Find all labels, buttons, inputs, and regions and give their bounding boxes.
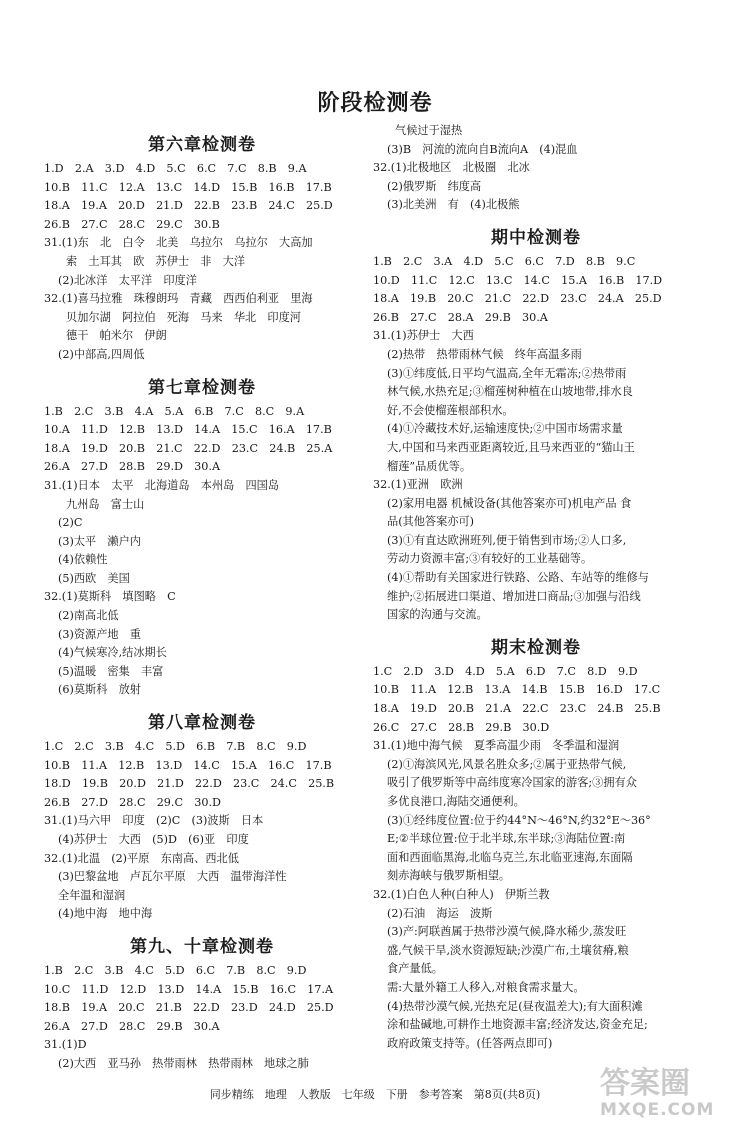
answer-line: 全年温和湿润 (58, 888, 126, 902)
answer-line: (5)西欧 美国 (58, 571, 130, 585)
page-footer: 同步精练 地理 人教版 七年级 下册 参考答案 第8页(共8页) (209, 1088, 541, 1101)
answer-line: 26.A 27.D 28.C 29.B 30.A (44, 1019, 220, 1033)
answer-line: 涂和盐碱地,可耕作土地资源丰富;经济发达,资金充足; (387, 1018, 648, 1032)
section-title: 第八章检测卷 (148, 713, 256, 734)
answer-line: 26.B 27.C 28.C 29.C 30.B (44, 217, 220, 231)
section-title: 期末检测卷 (491, 637, 581, 658)
answer-line: 26.A 27.D 28.B 29.D 30.A (44, 460, 221, 474)
answer-line: 31.(1)东 北 白令 北美 乌拉尔 乌拉尔 大高加 (44, 236, 313, 250)
answer-line: (4)①冷藏技术好,运输速度快;②中国市场需求量 (387, 422, 623, 436)
answer-line: (2)南高北低 (58, 609, 119, 623)
answer-line: 需:大量外籍工人移入,对粮食需求量大。 (387, 980, 585, 994)
answer-line: 18.B 19.A 20.C 21.B 22.D 23.D 24.D 25.D (44, 1001, 334, 1015)
answer-line: (2)大西 亚马孙 热带雨林 热带雨林 地球之肺 (58, 1056, 309, 1070)
answer-line: 31.(1)日本 太平 北海道岛 本州岛 四国岛 (44, 478, 280, 492)
answer-line: 贝加尔湖 阿拉伯 死海 马来 华北 印度河 (66, 310, 301, 324)
answer-line: 32.(1)白色人种(白种人) 伊斯兰教 (373, 887, 550, 901)
answer-line: 林气候,水热充足;③榴莲树种植在山坡地带,排水良 (387, 385, 633, 399)
answer-line: (5)温暖 密集 丰富 (58, 664, 164, 678)
answer-line: 1.D 2.A 3.D 4.D 5.C 6.C 7.C 8.B 9.A (44, 162, 307, 175)
answer-line: 政府政策支持等。(任答两点即可) (387, 1036, 553, 1050)
answer-line: (4)苏伊士 大西 (5)D (6)亚 印度 (58, 833, 249, 846)
answer-line: 10.B 11.A 12.B 13.D 14.C 15.A 16.C 17.B (44, 758, 332, 772)
answer-line: 维护;②拓展进口渠道、增加进口商品;③加强与沿线 (387, 589, 641, 603)
answer-line: 18.D 19.B 20.D 21.D 22.D 23.C 24.C 25.B (44, 777, 335, 791)
answer-line: (6)莫斯科 放射 (58, 683, 141, 697)
section-title: 第九、十章检测卷 (130, 936, 274, 957)
answer-line: 26.B 27.C 28.A 29.B 30.A (373, 310, 548, 324)
answer-line: 32.(1)北极地区 北极圈 北冰 (373, 161, 530, 175)
answer-line: 多优良港口,海陆交通便利。 (387, 795, 525, 808)
answer-line: (3)资源产地 重 (58, 627, 141, 641)
answer-line: 吸引了俄罗斯等中高纬度寒冷国家的游客;③拥有众 (387, 776, 637, 790)
answer-line: 索 土耳其 欧 苏伊士 非 大洋 (66, 254, 246, 268)
answer-line: 32.(1)莫斯科 填图略 C (44, 590, 176, 604)
answer-line: 劳动力资源丰富;③有较好的工业基础等。 (387, 552, 593, 566)
answer-line: (3)①经纬度位置:位于约44°N～46°N,约32°E～36° (387, 813, 651, 827)
answer-line: (2)北冰洋 太平洋 印度洋 (58, 273, 197, 287)
answer-line: 品(其他答案亦可) (387, 515, 475, 529)
section-title: 期中检测卷 (491, 227, 581, 248)
watermark-url: MXQE.COM (600, 1100, 715, 1120)
answer-line: (2)①海滨风光,风景名胜众多;②属于亚热带气候, (387, 757, 627, 771)
section-title: 第六章检测卷 (148, 135, 256, 155)
answer-line: 18.A 19.D 20.B 21.C 22.D 23.C 24.B 25.A (44, 441, 333, 455)
answer-line: (3)①有直达欧洲班列,便于销售到市场;②人口多, (387, 533, 627, 547)
answer-line: (2)热带 热带雨林气候 终年高温多雨 (387, 347, 582, 361)
answer-line: 1.B 2.C 3.A 4.D 5.C 6.C 7.D 8.B 9.C (373, 254, 636, 268)
answer-line: 九州岛 富士山 (66, 497, 145, 511)
answer-line: (3)太平 濑户内 (58, 534, 141, 548)
answer-line: 31.(1)D (44, 1038, 87, 1052)
answer-line: 1.C 2.C 3.B 4.C 5.D 6.B 7.B 8.C 9.D (44, 740, 307, 754)
answer-line: (3)①纬度低,日平均气温高,全年无霜冻;②热带雨 (387, 366, 627, 380)
answer-line: 31.(1)地中海气候 夏季高温少雨 冬季温和湿润 (373, 739, 620, 753)
answer-line: (2)中部高,四周低 (58, 347, 145, 361)
page-title: 阶段检测卷 (317, 91, 433, 116)
answer-line: (4)①帮助有关国家进行铁路、公路、车站等的维修与 (387, 571, 649, 585)
answer-line: 10.D 11.C 12.C 13.C 14.C 15.A 16.B 17.D (373, 273, 663, 287)
answer-line: 10.A 11.D 12.B 13.D 14.A 15.C 16.A 17.B (44, 423, 332, 437)
answer-line: (2)家用电器 机械设备(其他答案亦可)机电产品 食 (387, 496, 632, 510)
answer-line: (4)依赖性 (58, 553, 108, 567)
left-column (44, 122, 360, 1074)
answer-line: (2)石油 海运 波斯 (387, 906, 493, 920)
answer-line: 面和西面临黑海,北临乌克兰,东北临亚速海,东面隔 (387, 850, 633, 864)
answer-line: E;②半球位置:位于北半球,东半球;③海陆位置:南 (387, 832, 626, 846)
answer-line: 32.(1)喜马拉雅 珠穆朗玛 青藏 西西伯利亚 里海 (44, 292, 313, 306)
answer-line: 国家的沟通与交流。 (387, 608, 488, 622)
section-title: 第七章检测卷 (148, 377, 256, 398)
answer-line: 1.B 2.C 3.B 4.C 5.D 6.C 7.B 8.C 9.D (44, 963, 307, 977)
answer-line: 26.B 27.D 28.C 29.C 30.D (44, 795, 221, 809)
answer-line: 好,不会使榴莲根部积水。 (387, 403, 514, 417)
answer-line: (2)C (58, 516, 83, 530)
answer-line: 10.B 11.A 12.B 13.A 14.B 15.B 16.D 17.C (373, 683, 661, 697)
answer-line: 大,中国和马来西亚距离较近,且马来西亚的“猫山王 (387, 440, 635, 454)
answer-line: (3)北美洲 有 (4)北极熊 (387, 198, 520, 212)
answer-line: 10.B 11.C 12.A 13.C 14.D 15.B 16.B 17.B (44, 180, 332, 194)
watermark-logo (600, 1068, 740, 1124)
answer-line: 盛,气候干旱,淡水资源短缺;沙漠广布,土壤贫瘠,粮 (387, 943, 629, 957)
answer-line: 18.A 19.B 20.C 21.C 22.D 23.C 24.A 25.D (373, 292, 662, 306)
answer-line: 31.(1)马六甲 印度 (2)C (3)波斯 日本 (44, 814, 264, 828)
right-column (373, 122, 699, 1053)
answer-line: 1.B 2.C 3.B 4.A 5.A 6.B 7.C 8.C 9.A (44, 404, 305, 418)
answer-line: 刻赤海峡与俄罗斯相望。 (387, 869, 511, 883)
answer-line: 18.A 19.D 20.B 21.A 22.C 23.C 24.B 25.B (373, 702, 661, 716)
answer-line: (3)巴黎盆地 卢瓦尔平原 大西 温带海洋性 (58, 870, 287, 884)
answer-line: (4)气候寒冷,结冰期长 (58, 646, 167, 660)
answer-line: 气候过于湿热 (395, 124, 463, 137)
answer-line: (4)热带沙漠气候,光热充足(昼夜温差大);有大面积滩 (387, 999, 643, 1013)
answer-line: (4)地中海 地中海 (58, 907, 153, 921)
answer-line: 榴莲”品质优等。 (387, 459, 472, 473)
answer-line: (2)俄罗斯 纬度高 (387, 179, 482, 193)
answer-line: 26.C 27.C 28.B 29.B 30.D (373, 720, 550, 734)
answer-line: 32.(1)北温 (2)平原 东南高、西北低 (44, 851, 239, 865)
answer-line: 10.C 11.D 12.D 13.D 14.A 15.B 16.C 17.A (44, 982, 334, 996)
answer-line: 德干 帕米尔 伊朗 (66, 329, 167, 343)
answer-line: 食产量低。 (387, 962, 443, 976)
answer-line: 18.A 19.A 20.D 21.D 22.B 23.B 24.C 25.D (44, 199, 333, 213)
answer-line: (3)产:阿联酋属于热带沙漠气候,降水稀少,蒸发旺 (387, 925, 627, 939)
answer-line: (3)B 河流的流向自B流向A (4)混血 (387, 142, 578, 156)
answer-line: 32.(1)亚洲 欧洲 (373, 478, 463, 492)
answer-line: 1.C 2.D 3.D 4.D 5.A 6.D 7.C 8.D 9.D (373, 664, 638, 678)
answer-line: 31.(1)苏伊士 大西 (373, 329, 474, 343)
watermark-text: 答案圈 (600, 1066, 690, 1101)
